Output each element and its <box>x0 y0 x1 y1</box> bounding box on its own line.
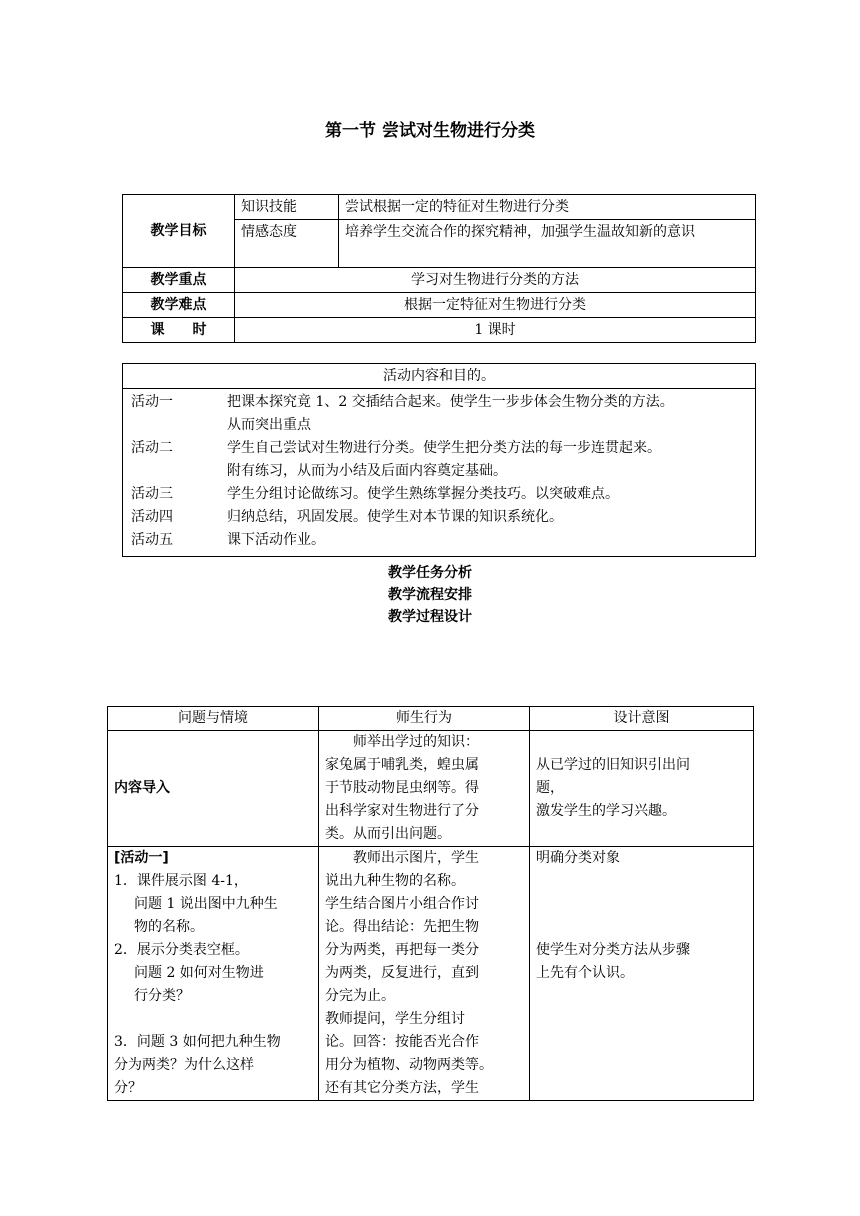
activities-table <box>122 363 756 557</box>
column-header: 师生行为 <box>319 707 530 731</box>
process-table <box>107 706 754 1101</box>
difficulty-value: 根据一定特征对生物进行分类 <box>235 293 756 318</box>
column-header: 问题与情境 <box>108 707 319 731</box>
activity1-behavior: 教师出示图片，学生 说出九种生物的名称。 学生结合图片小组合作讨 论。得出结论：先把生物 分为两类，再把每一类分 为两类，反复进行，直到 分完为止。 教师提问，学生分组讨 论。回答：按能否光合作 用分为植物、动物两类等。 还有其它分类方法，学生 <box>319 847 530 1101</box>
intro-intent: 从已学过的旧知识引出问 题， 激发学生的学习兴趣。 <box>530 731 754 847</box>
activity-item: 活动二 学生自己尝试对生物进行分类。使学生把分类方法的每一步连贯起来。 附有练习，从而为小结及后面内容奠定基础。 <box>131 440 661 479</box>
activities-header: 活动内容和目的。 <box>123 364 756 389</box>
activity-item: 活动五 课下活动作业。 <box>131 532 325 548</box>
activity1-intent: 明确分类对象 使学生对分类方法从步骤 上先有个认识。 <box>530 847 754 1101</box>
difficulty-label: 教学难点 <box>123 293 235 318</box>
activity-item: 活动一 把课本探究竟 1、2 交插结合起来。使学生一步步体会生物分类的方法。 从而突出重点 <box>131 394 674 433</box>
activity-item: 活动四 归纳总结，巩固发展。使学生对本节课的知识系统化。 <box>131 509 563 525</box>
goal-text: 培养学生交流合作的探究精神，加强学生温故知新的意识 <box>339 220 756 268</box>
lesson-hours-label: 课 时 <box>123 318 235 343</box>
goal-label: 教学目标 <box>123 195 235 268</box>
intro-behavior: 师举出学过的知识： 家兔属于哺乳类，蝗虫属 于节肢动物昆虫纲等。得 出科学家对生物进行了分 类。从而引出问题。 <box>319 731 530 847</box>
goal-type: 知识技能 <box>235 195 339 220</box>
goal-text: 尝试根据一定的特征对生物进行分类 <box>339 195 756 220</box>
section-heading: 教学过程设计 <box>388 609 472 625</box>
column-header: 设计意图 <box>530 707 754 731</box>
page-title: 第一节 尝试对生物进行分类 <box>325 121 535 141</box>
intro-label: 内容导入 <box>108 731 319 847</box>
section-heading: 教学流程安排 <box>388 587 472 603</box>
activity-item: 活动三 学生分组讨论做练习。使学生熟练掌握分类技巧。以突破难点。 <box>131 486 619 502</box>
section-heading: 教学任务分析 <box>388 565 472 581</box>
goals-table <box>122 194 756 343</box>
key-point-value: 学习对生物进行分类的方法 <box>235 268 756 293</box>
activity1-questions: [活动一] 1．课件展示图 4-1， 问题 1 说出图中九种生 物的名称。 2．展示分类表空框。 问题 2 如何对生物进 行分类？ 3．问题 3 如何把九种生物 分为两类？为什么这样 分？ <box>108 847 319 1101</box>
key-point-label: 教学重点 <box>123 268 235 293</box>
goal-type: 情感态度 <box>235 220 339 268</box>
lesson-hours-value: 1 课时 <box>235 318 756 343</box>
